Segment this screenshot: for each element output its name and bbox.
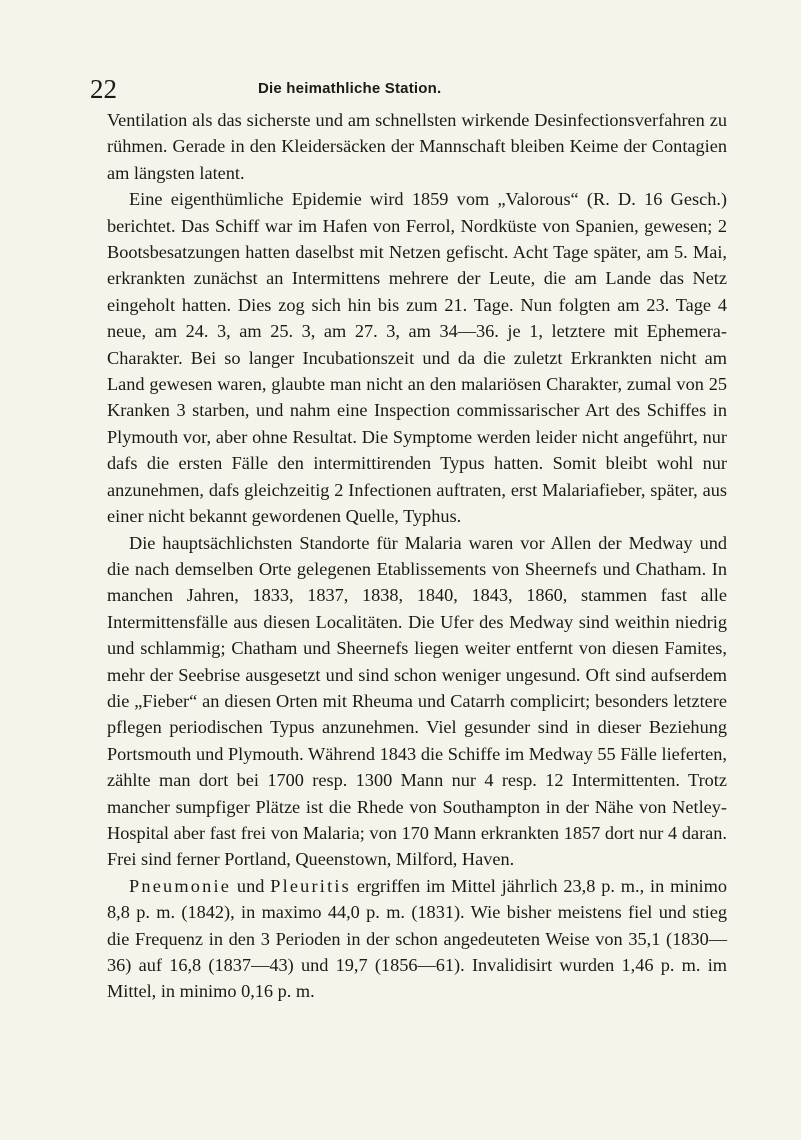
- term-pneumonie: Pneumonie: [129, 875, 232, 896]
- paragraph-pneumonie-text: ergriffen im Mittel jährlich 23,8 p. m., in minimo 8,8 p. m. (1842), in maximo 44,0 p. m. (1831). Wie bisher meistens fiel und stieg die Frequenz in den 3 Perioden in der schon angedeuteten Weise von 35,1 (1830—36) auf 16,8 (1837—43) und 19,7 (1856—61). Invalidisirt wurden 1,46 p. m. im Mittel, in minimo 0,16 p. m.: [107, 875, 727, 1002]
- paragraph-pneumonie: [107, 873, 727, 1005]
- paragraph-valorous-epidemic: Eine eigenthümliche Epidemie wird 1859 vom „Valorous“ (R. D. 16 Gesch.) berichtet. Das Schiff war im Hafen von Ferrol, Nordküste von Spanien, gewesen; 2 Bootsbesatzungen hatten daselbst mit Netzen gefischt. Acht Tage später, am 5. Mai, erkrankten zunächst an Intermittens mehrere der Leute, die am Lande das Netz eingeholt hatten. Dies zog sich hin bis zum 21. Tage. Nun folgten am 23. Tage 4 neue, am 24. 3, am 25. 3, am 27. 3, am 34—36. je 1, letztere mit Ephemera-Charakter. Bei so langer Incubationszeit und da die zuletzt Erkrankten nicht am Land gewesen waren, glaubte man nicht an den malariösen Charakter, zumal von 25 Kranken 3 starben, und nahm eine Inspection commissarischer Art des Schiffes in Plymouth vor, aber ohne Resultat. Die Symptome werden leider nicht angeführt, nur dafs die ersten Fälle den intermittirenden Typus hatten. Somit bleibt wohl nur anzunehmen, dafs gleichzeitig 2 Infectionen auftraten, erst Malariafieber, später, aus einer nicht bekannt gewordenen Quelle, Typhus.: [107, 189, 727, 527]
- paragraph-continuation: Ventilation als das sicherste und am schnellsten wirkende Desinfectionsverfahren zu rühmen. Gerade in den Kleidersäcken der Mannschaft bleiben Keime der Contagien am längsten latent.: [107, 110, 727, 183]
- term-pleuritis: Pleuritis: [270, 875, 351, 896]
- page-header: [90, 74, 738, 104]
- paragraph-malaria-stations: Die hauptsächlichsten Standorte für Malaria waren vor Allen der Medway und die nach demselben Orte gelegenen Etablissements von Sheernefs und Chatham. In manchen Jahren, 1833, 1837, 1838, 1840, 1843, 1860, stammen fast alle Intermittensfälle aus diesen Localitäten. Die Ufer des Medway sind weithin niedrig und schlammig; Chatham und Sheernefs liegen weiter entfernt von diesen Famites, mehr der Seebrise ausgesetzt und sind schon weniger ungesund. Oft sind aufserdem die „Fieber“ an diesen Orten mit Rheuma und Catarrh complicirt; besonders letztere pflegen periodischen Typus anzunehmen. Viel gesunder sind in dieser Beziehung Portsmouth und Plymouth. Während 1843 die Schiffe im Medway 55 Fälle lieferten, zählte man dort bei 1700 resp. 1300 Mann nur 4 resp. 12 Intermittenten. Trotz mancher sumpfiger Plätze ist die Rhede von Southampton in der Nähe von Netley-Hospital aber fast frei von Malaria; von 170 Mann erkrankten 1857 dort nur 4 daran. Frei sind ferner Portland, Queenstown, Milford, Haven.: [107, 532, 727, 870]
- body-text: [107, 107, 727, 1005]
- page-number: 22: [90, 74, 117, 104]
- conjunction: und: [231, 875, 271, 896]
- running-head: Die heimathliche Station.: [258, 80, 442, 97]
